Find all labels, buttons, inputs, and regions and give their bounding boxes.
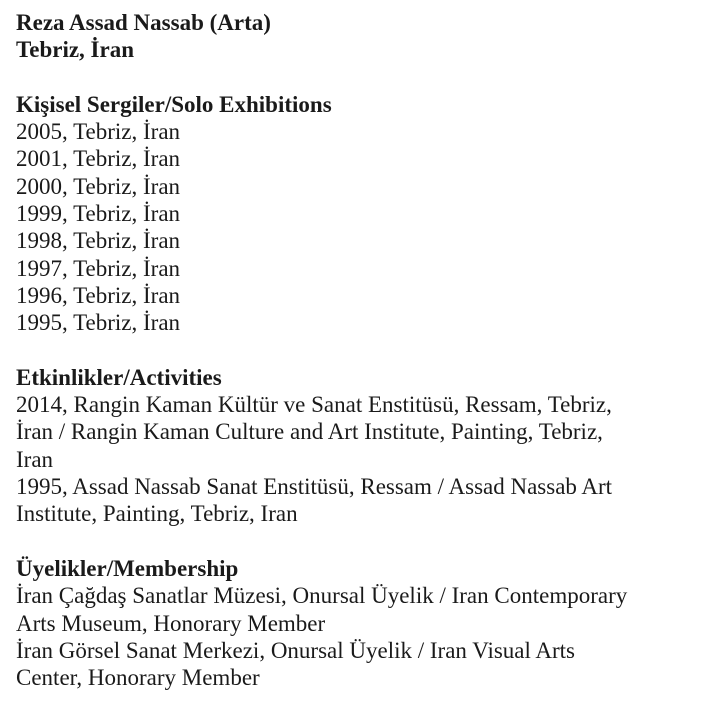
- membership-line: İran Çağdaş Sanatlar Müzesi, Onursal Üyelik / Iran Contemporary: [16, 583, 628, 609]
- activities-heading: Etkinlikler/Activities: [16, 364, 222, 390]
- activity-line: Iran: [16, 446, 54, 472]
- exhibition-item: 2001, Tebriz, İran: [16, 146, 181, 172]
- exhibition-item: 2000, Tebriz, İran: [16, 173, 181, 199]
- membership-heading: Üyelikler/Membership: [16, 555, 239, 581]
- membership-item: [16, 582, 696, 637]
- spacer: [16, 337, 696, 364]
- exhibition-item: 1995, Tebriz, İran: [16, 310, 181, 336]
- spacer: [16, 64, 696, 91]
- exhibition-item: 1996, Tebriz, İran: [16, 282, 181, 308]
- activity-line: İran / Rangin Kaman Culture and Art Institute, Painting, Tebriz,: [16, 419, 603, 445]
- exhibition-item: 1999, Tebriz, İran: [16, 201, 181, 227]
- activity-line: Institute, Painting, Tebriz, Iran: [16, 501, 298, 527]
- solo-exhibitions-section: [16, 91, 696, 337]
- spacer: [16, 528, 696, 555]
- artist-location: Tebriz, İran: [16, 37, 134, 63]
- exhibition-item: 1998, Tebriz, İran: [16, 228, 181, 254]
- membership-item: [16, 637, 696, 692]
- document-body: [16, 9, 696, 691]
- membership-line: İran Görsel Sanat Merkezi, Onursal Üyelik / Iran Visual Arts: [16, 637, 575, 663]
- solo-exhibitions-heading: Kişisel Sergiler/Solo Exhibitions: [16, 91, 332, 117]
- exhibition-item: 1997, Tebriz, İran: [16, 255, 181, 281]
- activity-item: [16, 473, 696, 528]
- membership-section: [16, 555, 696, 691]
- activity-item: [16, 391, 696, 473]
- activity-line: 1995, Assad Nassab Sanat Enstitüsü, Ressam / Assad Nassab Art: [16, 474, 613, 500]
- exhibition-item: 2005, Tebriz, İran: [16, 119, 181, 145]
- artist-name: Reza Assad Nassab (Arta): [16, 10, 271, 35]
- membership-line: Arts Museum, Honorary Member: [16, 610, 326, 636]
- membership-line: Center, Honorary Member: [16, 665, 260, 691]
- activity-line: 2014, Rangin Kaman Kültür ve Sanat Enstitüsü, Ressam, Tebriz,: [16, 392, 612, 418]
- activities-section: [16, 364, 696, 528]
